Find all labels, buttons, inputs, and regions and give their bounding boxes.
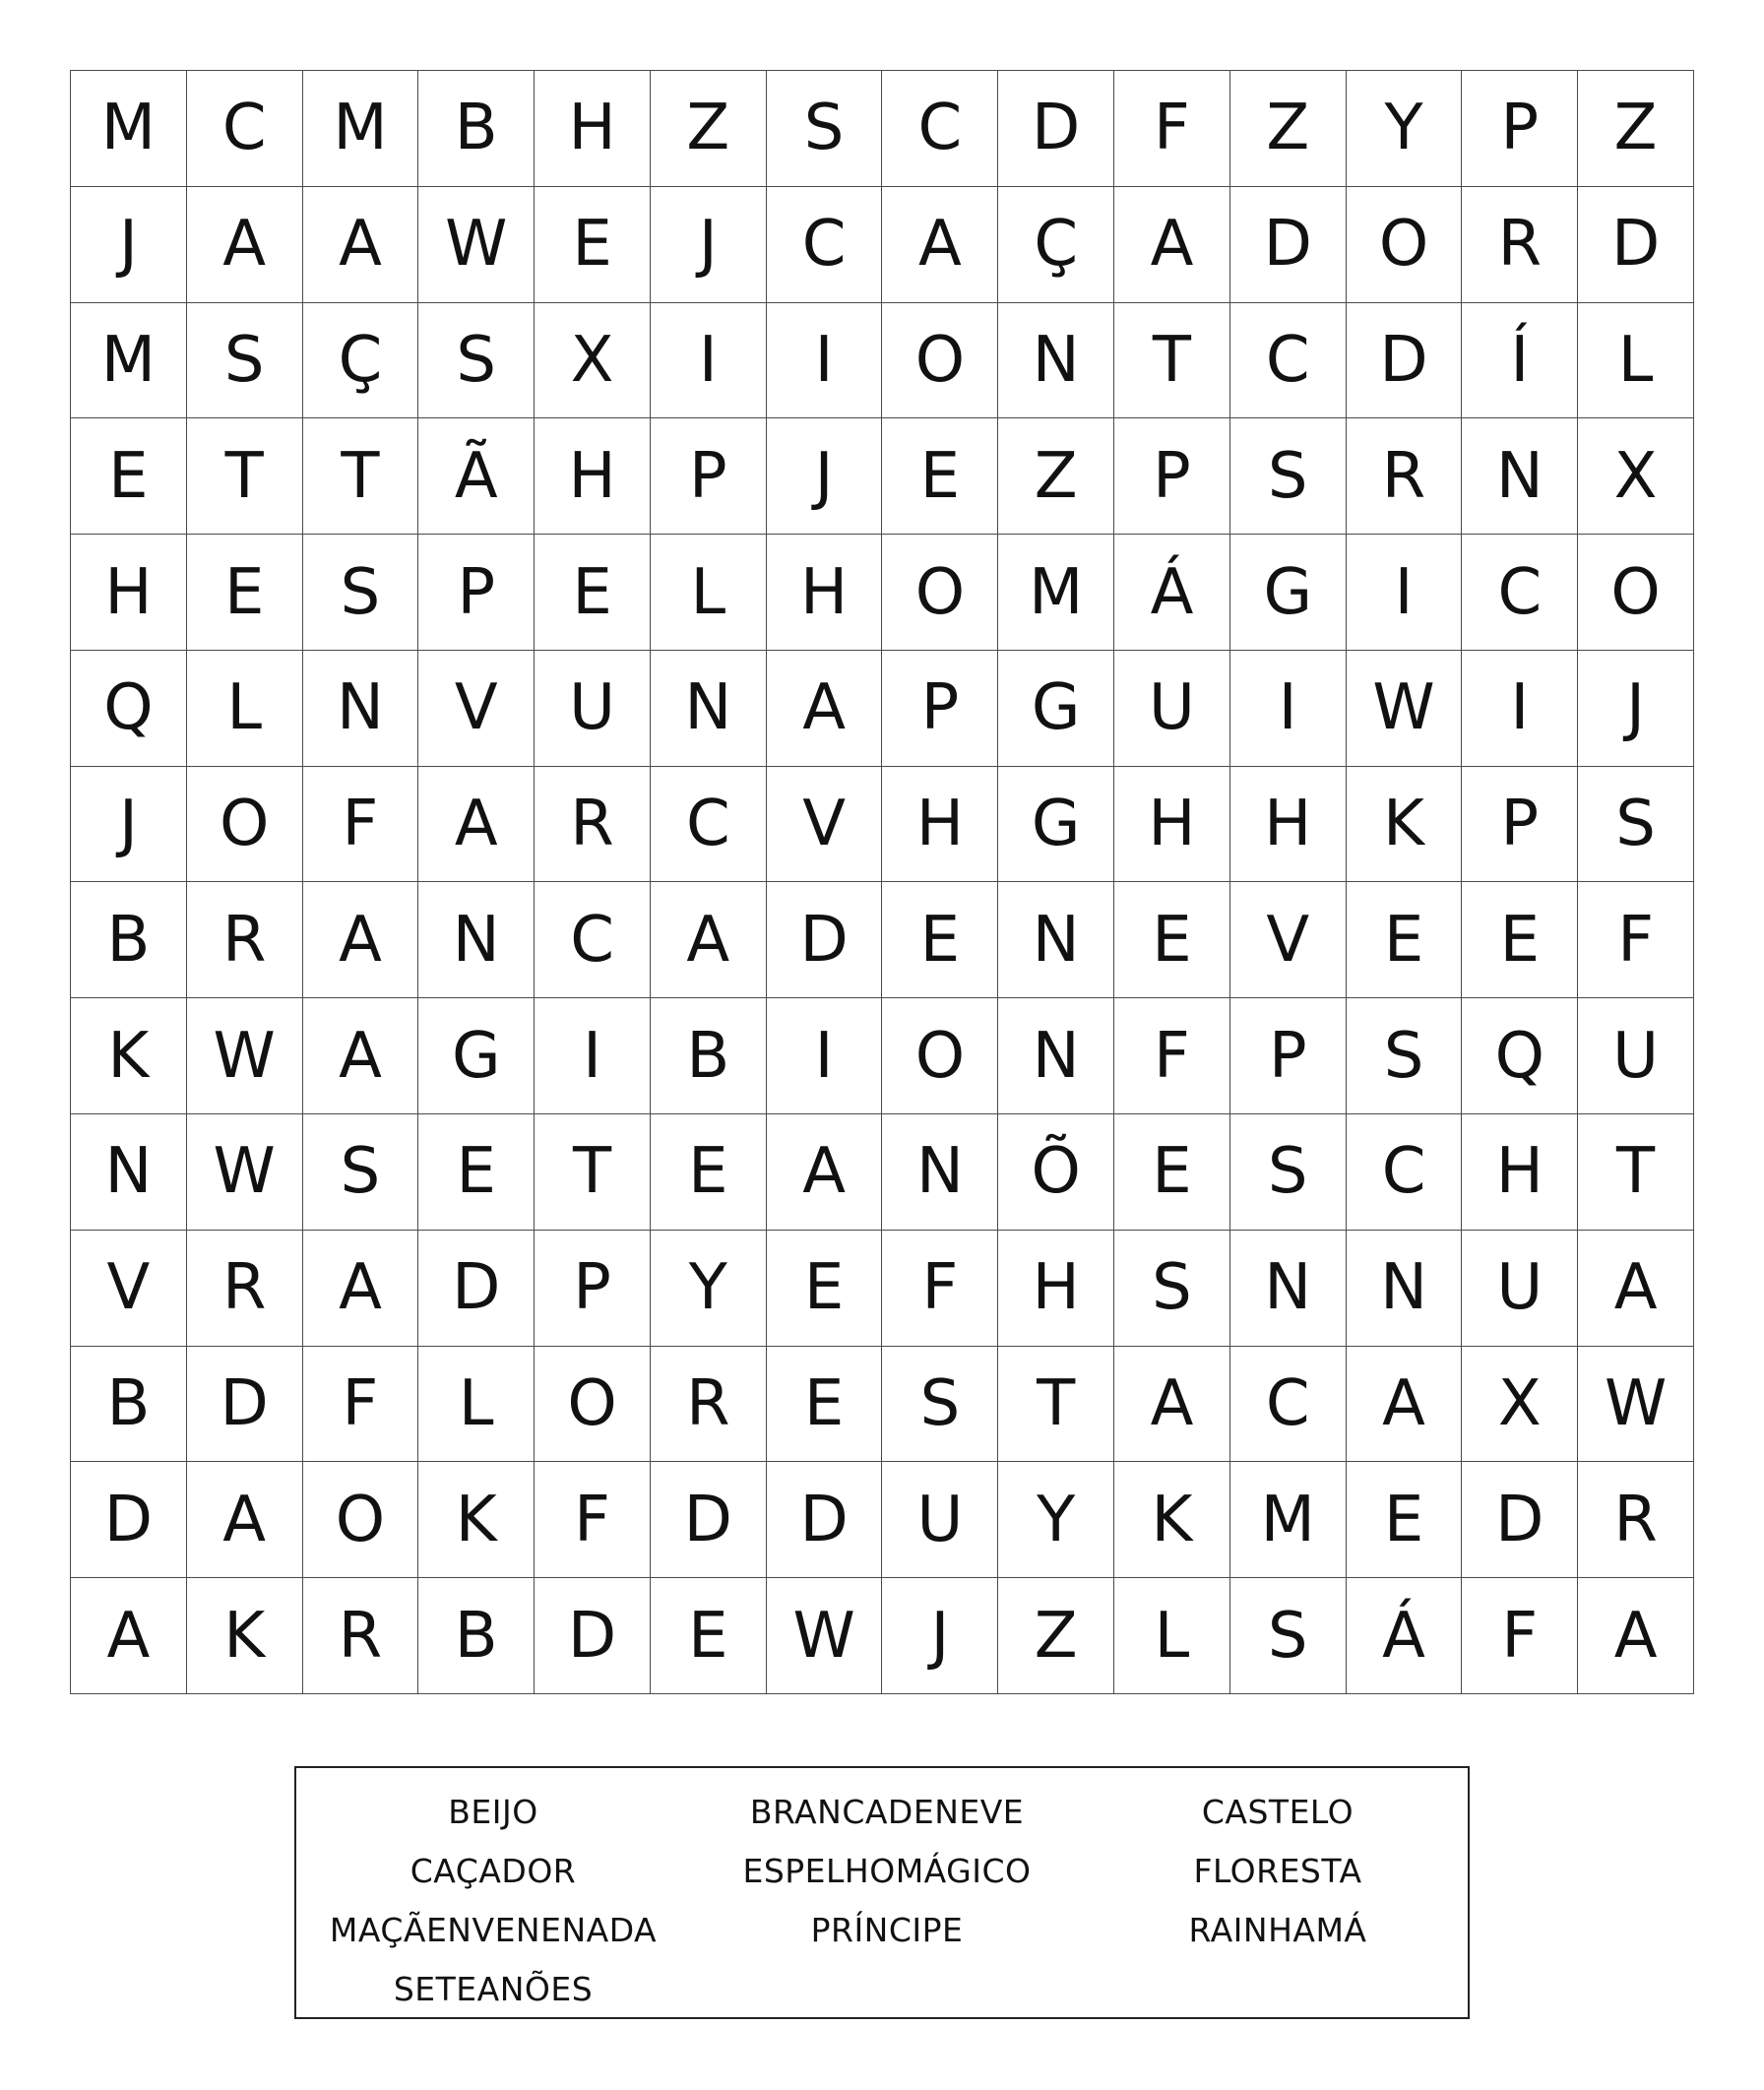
grid-cell[interactable]: E [1114,882,1230,998]
grid-cell[interactable]: O [535,1347,651,1463]
grid-cell[interactable]: V [1230,882,1347,998]
grid-cell[interactable]: E [882,882,998,998]
grid-cell[interactable]: M [1230,1462,1347,1578]
grid-cell[interactable]: E [1347,1462,1463,1578]
grid-cell[interactable]: I [535,998,651,1114]
grid-cell[interactable]: O [882,998,998,1114]
grid-cell[interactable]: Õ [998,1114,1114,1231]
word-column-1 [296,1788,690,2024]
grid-cell[interactable]: R [651,1347,767,1463]
grid-cell[interactable]: M [998,535,1114,651]
grid-cell[interactable]: H [882,767,998,883]
grid-cell[interactable]: J [651,187,767,303]
grid-cell[interactable]: K [1347,767,1463,883]
grid-cell[interactable]: F [882,1231,998,1347]
grid-cell[interactable]: H [1230,767,1347,883]
grid-cell[interactable]: J [767,418,883,535]
grid-cell[interactable]: N [1347,1231,1463,1347]
grid-cell[interactable]: C [651,767,767,883]
grid-cell[interactable]: I [767,998,883,1114]
grid-cell[interactable]: W [767,1578,883,1694]
grid-cell[interactable]: Z [1578,71,1694,187]
grid-cell[interactable]: E [1114,1114,1230,1231]
word-list-box [294,1766,1470,2019]
grid-cell[interactable]: F [303,1347,419,1463]
grid-cell[interactable]: R [535,767,651,883]
grid-cell[interactable]: J [71,187,187,303]
grid-cell[interactable]: C [1230,1347,1347,1463]
grid-cell[interactable]: M [303,71,419,187]
grid-cell[interactable]: P [1462,71,1578,187]
grid-cell[interactable]: I [1347,535,1463,651]
grid-cell[interactable]: R [1578,1462,1694,1578]
grid-cell[interactable]: T [1578,1114,1694,1231]
grid-cell[interactable]: Q [71,651,187,767]
grid-cell[interactable]: U [1462,1231,1578,1347]
grid-cell[interactable]: L [187,651,303,767]
grid-cell[interactable]: I [1230,651,1347,767]
grid-cell[interactable]: E [535,535,651,651]
grid-cell[interactable]: D [1578,187,1694,303]
grid-cell[interactable]: F [1462,1578,1578,1694]
grid-cell[interactable]: L [651,535,767,651]
grid-cell[interactable]: W [187,998,303,1114]
grid-cell[interactable]: E [651,1114,767,1231]
grid-cell[interactable]: N [303,651,419,767]
word-list-item: BRANCADENEVE [749,1793,1025,1831]
grid-cell[interactable]: X [535,303,651,419]
grid-cell[interactable]: B [71,882,187,998]
grid-cell[interactable]: A [1578,1578,1694,1694]
grid-cell[interactable]: Á [1114,535,1230,651]
word-list-item: CASTELO [1201,1793,1354,1831]
grid-cell[interactable]: N [998,882,1114,998]
grid-cell[interactable]: T [303,418,419,535]
grid-cell[interactable]: C [1462,535,1578,651]
grid-cell[interactable]: E [187,535,303,651]
grid-cell[interactable]: G [1230,535,1347,651]
grid-cell[interactable]: S [418,303,535,419]
grid-cell[interactable]: K [418,1462,535,1578]
grid-cell[interactable]: B [418,71,535,187]
grid-cell[interactable]: N [998,303,1114,419]
grid-cell[interactable]: W [1347,651,1463,767]
grid-cell[interactable]: O [1578,535,1694,651]
grid-cell[interactable]: L [418,1347,535,1463]
grid-cell[interactable]: W [187,1114,303,1231]
grid-cell[interactable]: N [1230,1231,1347,1347]
grid-cell[interactable]: Z [651,71,767,187]
grid-cell[interactable]: S [303,1114,419,1231]
grid-cell[interactable]: H [767,535,883,651]
grid-cell[interactable]: A [187,1462,303,1578]
grid-cell[interactable]: Y [651,1231,767,1347]
grid-cell[interactable]: S [1230,1114,1347,1231]
grid-cell[interactable]: P [651,418,767,535]
grid-cell[interactable]: P [1114,418,1230,535]
grid-cell[interactable]: A [1347,1347,1463,1463]
grid-cell[interactable]: A [418,767,535,883]
grid-cell[interactable]: D [651,1462,767,1578]
grid-cell[interactable]: L [1578,303,1694,419]
grid-cell[interactable]: D [187,1347,303,1463]
grid-cell[interactable]: P [535,1231,651,1347]
grid-cell[interactable]: G [998,767,1114,883]
grid-cell[interactable]: T [998,1347,1114,1463]
word-list-item: ESPELHOMÁGICO [742,1852,1032,1890]
grid-cell[interactable]: P [1462,767,1578,883]
grid-cell[interactable]: E [651,1578,767,1694]
grid-cell[interactable]: O [1347,187,1463,303]
grid-cell[interactable]: C [882,71,998,187]
grid-cell[interactable]: B [418,1578,535,1694]
grid-cell[interactable]: F [303,767,419,883]
grid-cell[interactable]: J [882,1578,998,1694]
grid-cell[interactable]: E [1462,882,1578,998]
grid-cell[interactable]: D [767,882,883,998]
word-list-item: MAÇÃENVENENADA [329,1911,658,1949]
grid-cell[interactable]: T [187,418,303,535]
grid-cell[interactable]: D [1230,187,1347,303]
grid-cell[interactable]: P [418,535,535,651]
grid-cell[interactable]: Y [1347,71,1463,187]
grid-cell[interactable]: E [71,418,187,535]
grid-cell[interactable]: Ç [303,303,419,419]
grid-cell[interactable]: Z [1230,71,1347,187]
grid-cell[interactable]: O [882,535,998,651]
grid-cell[interactable]: A [1578,1231,1694,1347]
grid-cell[interactable]: A [303,187,419,303]
grid-cell[interactable]: D [535,1578,651,1694]
grid-cell[interactable]: W [418,187,535,303]
grid-cell[interactable]: R [187,1231,303,1347]
grid-cell[interactable]: F [1114,71,1230,187]
grid-cell[interactable]: Z [998,1578,1114,1694]
grid-cell[interactable]: X [1578,418,1694,535]
grid-cell[interactable]: S [767,71,883,187]
grid-cell[interactable]: C [767,187,883,303]
grid-cell[interactable]: K [1114,1462,1230,1578]
grid-cell[interactable]: O [303,1462,419,1578]
grid-cell[interactable]: H [71,535,187,651]
grid-cell[interactable]: G [998,651,1114,767]
grid-cell[interactable]: G [418,998,535,1114]
grid-cell[interactable]: A [187,187,303,303]
grid-cell[interactable]: H [535,418,651,535]
grid-cell[interactable]: A [1114,1347,1230,1463]
grid-cell[interactable]: R [303,1578,419,1694]
grid-cell[interactable]: S [1230,418,1347,535]
grid-cell[interactable]: S [187,303,303,419]
grid-cell[interactable]: O [187,767,303,883]
grid-cell[interactable]: V [767,767,883,883]
word-list-item: CAÇADOR [410,1852,577,1890]
word-column-3 [1084,1788,1472,2024]
grid-cell[interactable]: D [998,71,1114,187]
grid-cell[interactable]: J [71,767,187,883]
grid-cell[interactable]: U [882,1462,998,1578]
grid-cell[interactable]: A [651,882,767,998]
grid-cell[interactable]: E [767,1231,883,1347]
grid-cell[interactable]: H [1462,1114,1578,1231]
grid-cell[interactable]: N [998,998,1114,1114]
grid-cell[interactable]: O [882,303,998,419]
grid-cell[interactable]: F [535,1462,651,1578]
grid-cell[interactable]: S [303,535,419,651]
grid-cell[interactable]: C [1347,1114,1463,1231]
grid-cell[interactable]: D [71,1462,187,1578]
grid-cell[interactable]: Z [998,418,1114,535]
grid-cell[interactable]: R [1347,418,1463,535]
grid-cell[interactable]: S [1114,1231,1230,1347]
grid-cell[interactable]: N [418,882,535,998]
grid-cell[interactable]: C [1230,303,1347,419]
grid-cell[interactable]: T [1114,303,1230,419]
grid-cell[interactable]: R [1462,187,1578,303]
word-column-2 [690,1788,1084,2024]
grid-cell[interactable]: D [1462,1462,1578,1578]
grid-cell[interactable]: F [1114,998,1230,1114]
grid-cell[interactable]: Á [1347,1578,1463,1694]
grid-cell[interactable]: N [651,651,767,767]
grid-cell[interactable]: I [1462,651,1578,767]
grid-cell[interactable]: A [1114,187,1230,303]
word-list-item: PRÍNCIPE [810,1911,964,1949]
grid-cell[interactable]: R [187,882,303,998]
word-list-item: FLORESTA [1193,1852,1362,1890]
grid-cell[interactable]: P [1230,998,1347,1114]
grid-cell[interactable]: M [71,303,187,419]
grid-cell[interactable]: E [767,1347,883,1463]
grid-cell[interactable]: Ç [998,187,1114,303]
grid-cell[interactable]: E [418,1114,535,1231]
grid-cell[interactable]: U [1578,998,1694,1114]
grid-cell[interactable]: B [651,998,767,1114]
grid-cell[interactable]: X [1462,1347,1578,1463]
grid-cell[interactable]: Q [1462,998,1578,1114]
grid-cell[interactable]: N [882,1114,998,1231]
grid-cell[interactable]: L [1114,1578,1230,1694]
grid-cell[interactable]: E [535,187,651,303]
grid-cell[interactable]: S [1230,1578,1347,1694]
grid-cell[interactable]: E [882,418,998,535]
grid-cell[interactable]: D [418,1231,535,1347]
word-list-item: RAINHAMÁ [1188,1911,1367,1949]
grid-cell[interactable]: P [882,651,998,767]
grid-cell[interactable]: U [535,651,651,767]
grid-cell[interactable]: W [1578,1347,1694,1463]
grid-cell[interactable]: H [535,71,651,187]
grid-cell[interactable]: Í [1462,303,1578,419]
grid-cell[interactable]: N [71,1114,187,1231]
grid-cell[interactable]: Ã [418,418,535,535]
grid-cell[interactable]: D [1347,303,1463,419]
grid-cell[interactable]: U [1114,651,1230,767]
grid-cell[interactable]: F [1578,882,1694,998]
grid-cell[interactable]: E [1347,882,1463,998]
grid-cell[interactable]: C [187,71,303,187]
grid-cell[interactable]: V [418,651,535,767]
grid-cell[interactable]: H [998,1231,1114,1347]
grid-cell[interactable]: H [1114,767,1230,883]
grid-cell[interactable]: D [767,1462,883,1578]
grid-cell[interactable]: K [71,998,187,1114]
grid-cell[interactable]: J [1578,651,1694,767]
grid-cell[interactable]: K [187,1578,303,1694]
grid-cell[interactable]: C [535,882,651,998]
grid-cell[interactable]: I [767,303,883,419]
grid-cell[interactable]: S [882,1347,998,1463]
grid-cell[interactable]: N [1462,418,1578,535]
grid-cell[interactable]: A [767,1114,883,1231]
letter-grid [70,70,1694,1694]
grid-cell[interactable]: S [1578,767,1694,883]
grid-cell[interactable]: A [303,1231,419,1347]
grid-cell[interactable]: T [535,1114,651,1231]
grid-cell[interactable]: A [71,1578,187,1694]
grid-cell[interactable]: B [71,1347,187,1463]
grid-cell[interactable]: A [303,882,419,998]
grid-cell[interactable]: S [1347,998,1463,1114]
word-list-item: SETEANÕES [393,1970,594,2008]
grid-cell[interactable]: A [767,651,883,767]
grid-cell[interactable]: I [651,303,767,419]
grid-cell[interactable]: A [882,187,998,303]
grid-cell[interactable]: Y [998,1462,1114,1578]
word-list-item: BEIJO [448,1793,538,1831]
grid-cell[interactable]: A [303,998,419,1114]
grid-cell[interactable]: M [71,71,187,187]
grid-cell[interactable]: V [71,1231,187,1347]
